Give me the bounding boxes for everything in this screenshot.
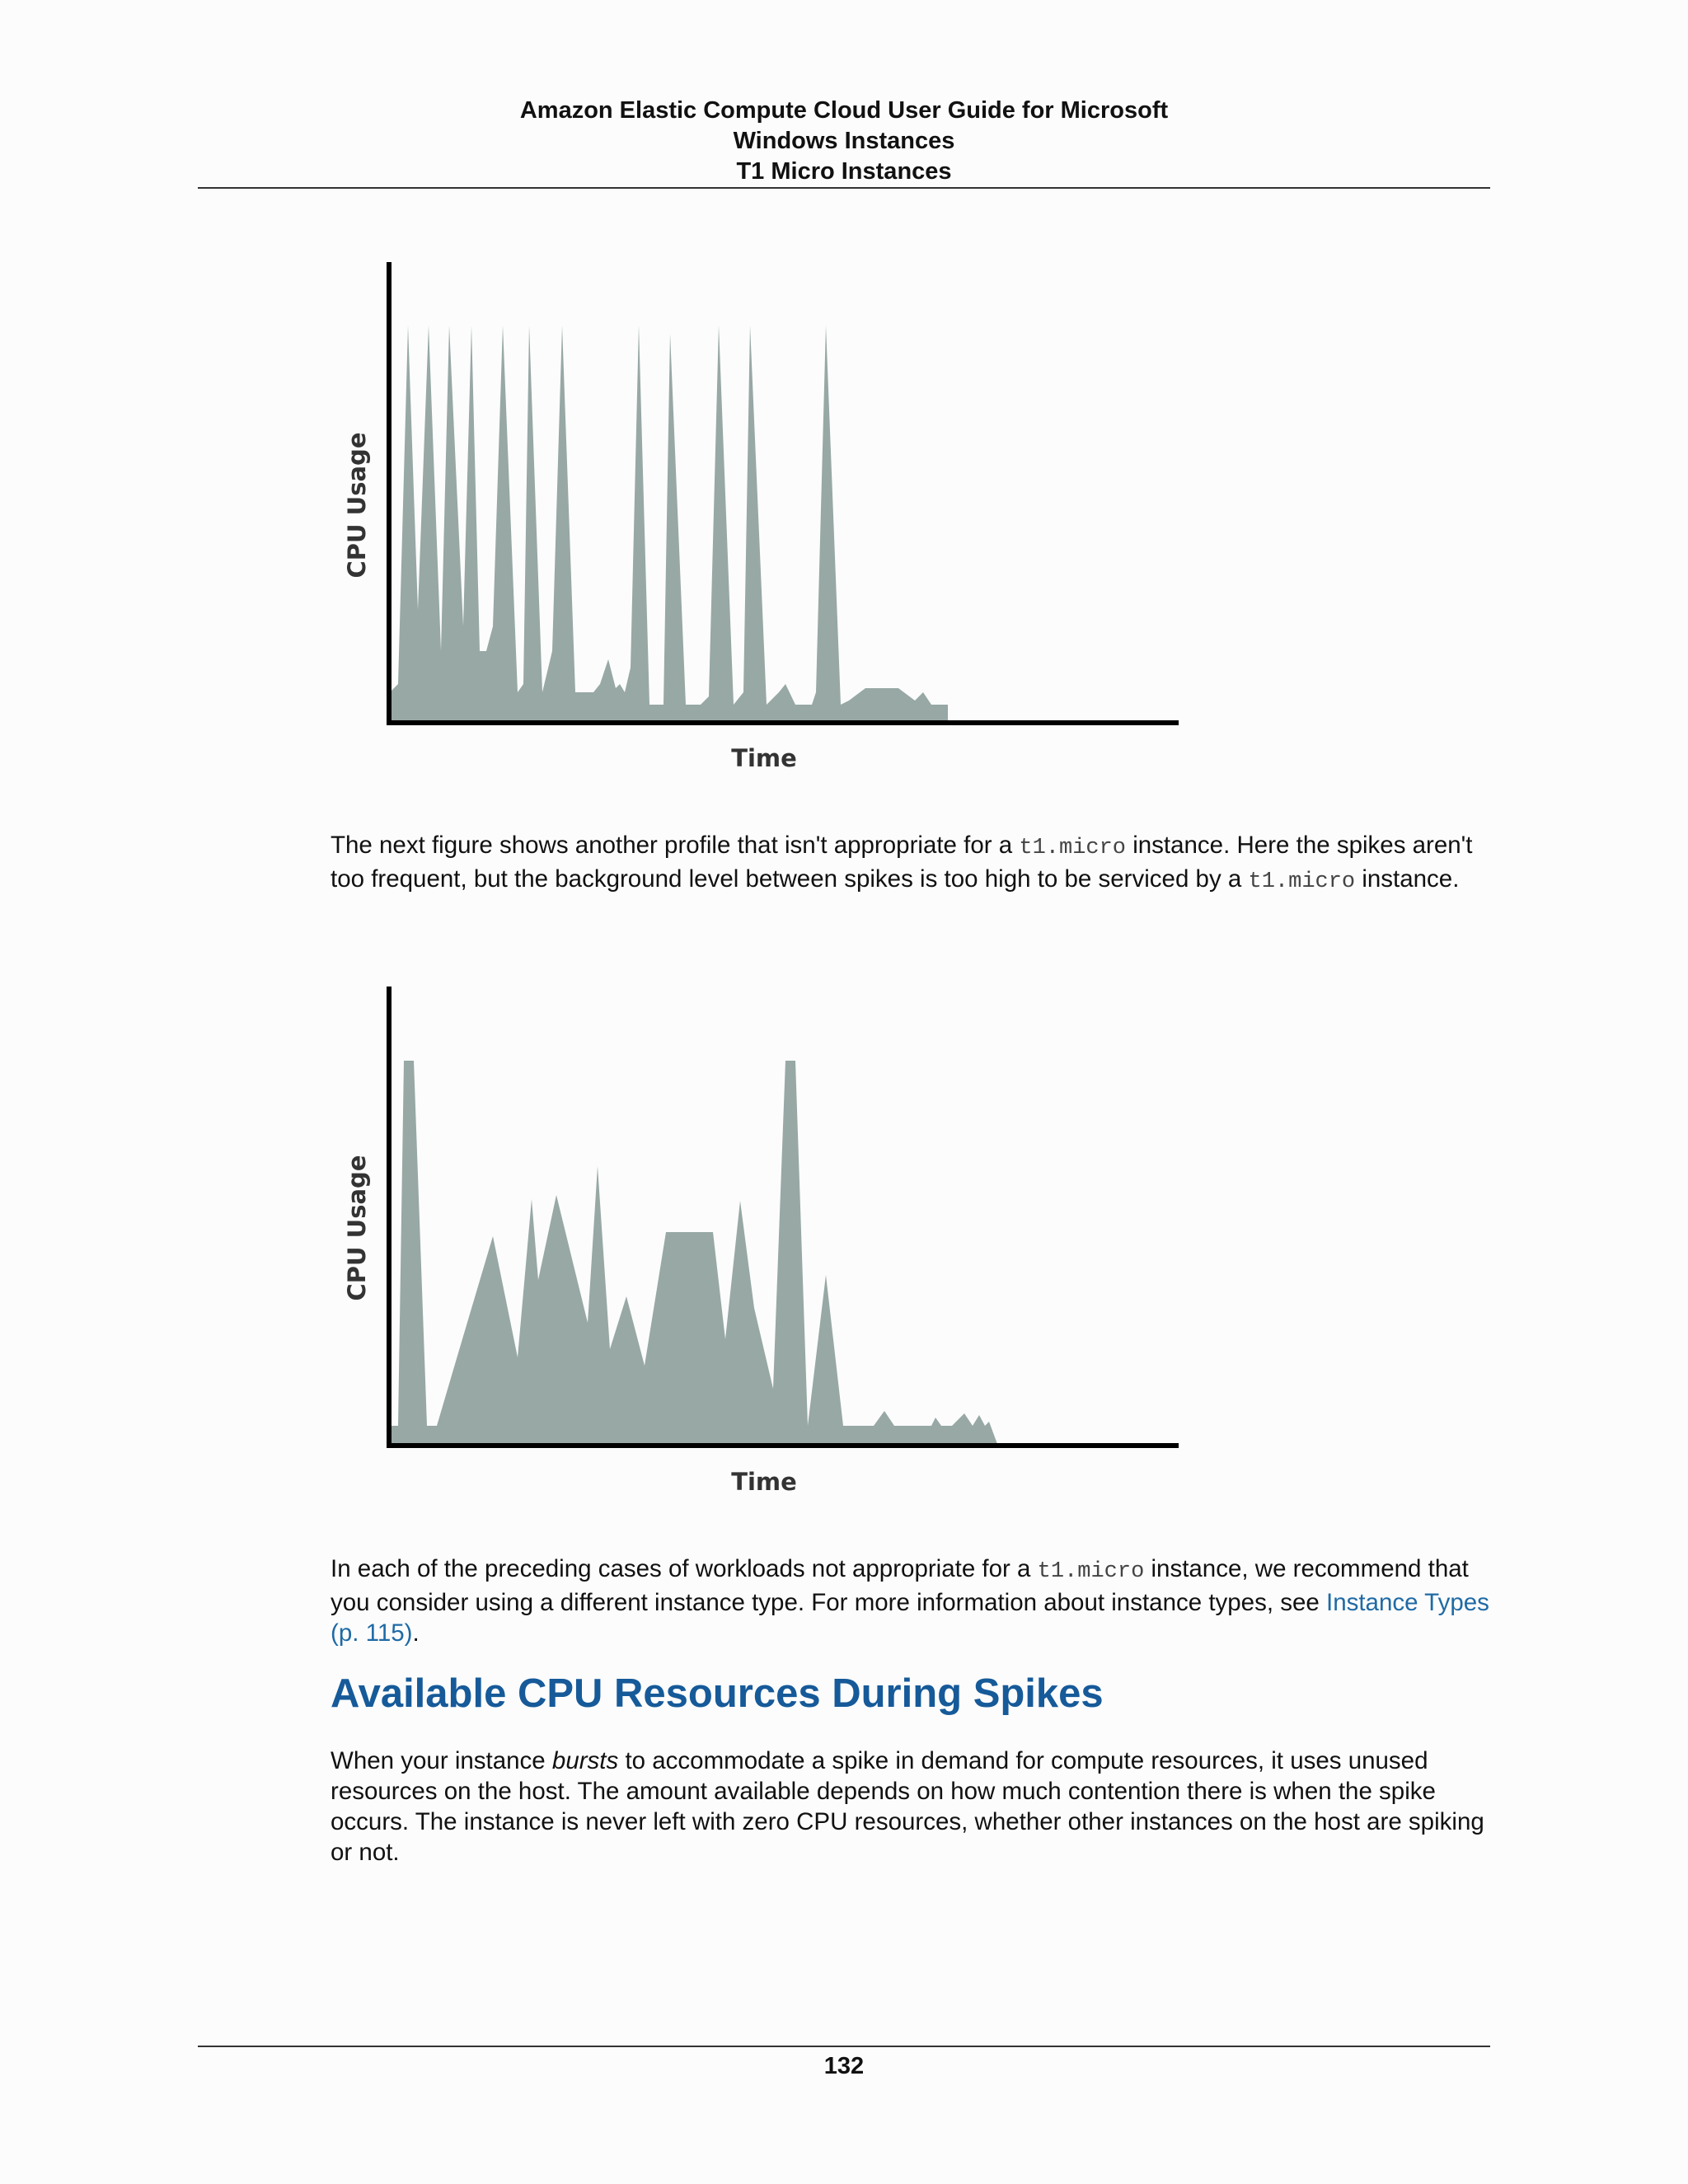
para3-emphasis: bursts: [551, 1747, 619, 1774]
para1-code-1: t1.micro: [1019, 836, 1127, 860]
para1-text-3: instance.: [1355, 865, 1460, 893]
paragraph-profile-background: [331, 830, 1493, 898]
footer-rule: [198, 2046, 1490, 2047]
running-header: [198, 96, 1490, 187]
para2-text-2: instance, we recommend that you consider using a different instance type. For more information about instance types, see: [331, 1555, 1469, 1616]
para3-text-1: When your instance: [331, 1747, 552, 1774]
figure-cpu-usage-high-background: [321, 977, 1195, 1504]
para1-code-2: t1.micro: [1248, 869, 1356, 894]
header-line-2: Windows Instances: [733, 128, 955, 154]
para3-text-2: to accommodate a spike in demand for compute resources, it uses unused resources on the host. The amount available depends on how much contention there is when the spike occurs. The instance is never left with zero CPU resources, whether other instances on the host are spiking or not.: [331, 1747, 1484, 1866]
para1-text-1: The next figure shows another profile that isn't appropriate for a: [331, 832, 1020, 859]
instance-types-link[interactable]: Instance Types (p. 115): [331, 1589, 1489, 1647]
para2-text-1: In each of the preceding cases of workloads not appropriate for a: [331, 1555, 1038, 1582]
paragraph-recommendation: [331, 1554, 1493, 1648]
header-line-3: T1 Micro Instances: [736, 158, 952, 185]
x-axis-label: Time: [731, 1468, 797, 1496]
cpu-usage-area: [390, 326, 948, 721]
y-axis-label: CPU Usage: [343, 1155, 371, 1301]
chart-svg-2: [321, 977, 1195, 1504]
x-axis-label: Time: [731, 744, 797, 772]
section-heading: Available CPU Resources During Spikes: [331, 1671, 1104, 1716]
y-axis-label: CPU Usage: [343, 432, 371, 579]
para1-text-2: instance. Here the spikes aren't too frequent, but the background level between spikes is too high to be serviced by a: [331, 832, 1473, 893]
figure-cpu-usage-spiky: [321, 255, 1195, 783]
para2-text-3: .: [412, 1619, 420, 1647]
header-rule: [198, 187, 1490, 189]
paragraph-bursts: [331, 1746, 1493, 1868]
cpu-usage-area: [390, 1061, 997, 1444]
header-line-1: Amazon Elastic Compute Cloud User Guide for Microsoft: [519, 97, 1169, 124]
page-number: 132: [823, 2053, 865, 2079]
para2-code: t1.micro: [1037, 1559, 1145, 1584]
chart-svg-1: [321, 255, 1195, 783]
